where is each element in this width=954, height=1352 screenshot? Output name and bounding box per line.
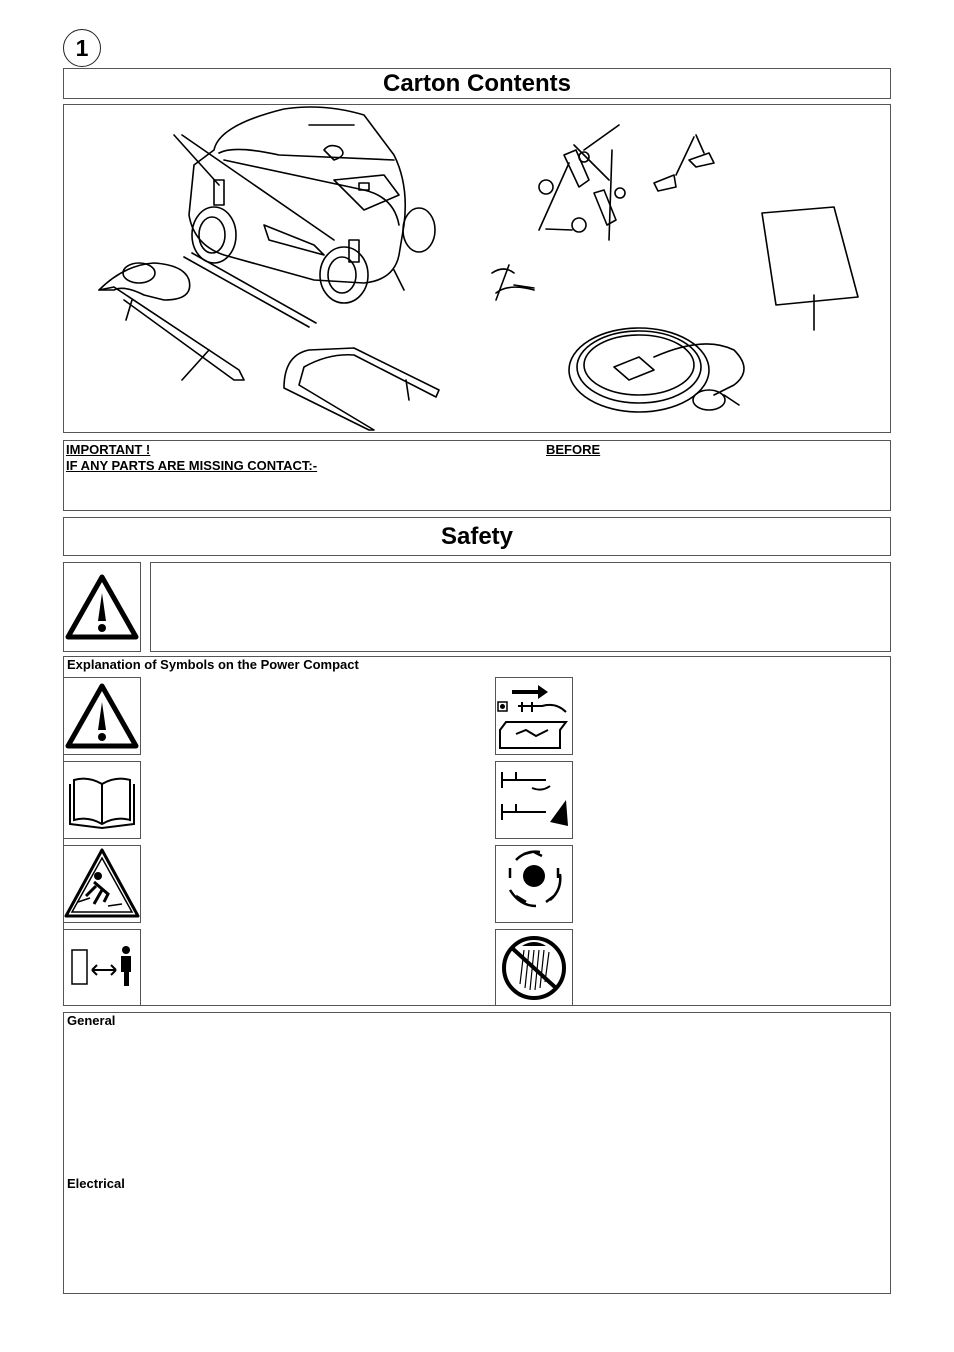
symbols-title: Explanation of Symbols on the Power Compact [67, 657, 359, 672]
symbol-thrown-objects-box [63, 845, 141, 923]
page-number-badge [63, 29, 101, 67]
symbol-height-adjust-box [495, 761, 573, 839]
warning-triangle-icon [64, 678, 140, 754]
safety-header [63, 517, 891, 556]
symbol-keep-distance-box [63, 929, 141, 1006]
height-adjust-icon [496, 762, 572, 838]
general-title: General [67, 1013, 116, 1028]
safety-warning-icon-box [63, 562, 141, 652]
symbol-manual-box [63, 761, 141, 839]
important-notice-box [63, 440, 891, 511]
rotating-blade-icon [496, 846, 572, 922]
important-label: IMPORTANT ! [66, 442, 151, 457]
symbol-unplug-box [495, 677, 573, 755]
thrown-objects-warning-icon [64, 846, 140, 922]
warning-triangle-icon [64, 563, 140, 651]
carton-contents-illustration [64, 105, 890, 432]
electrical-title: Electrical [67, 1176, 125, 1191]
symbol-warning-box [63, 677, 141, 755]
symbol-no-rain-box [495, 929, 573, 1006]
read-manual-icon [64, 762, 140, 838]
no-rain-icon [496, 930, 572, 1005]
general-electrical-section [63, 1012, 891, 1294]
keep-distance-icon [64, 930, 140, 1005]
safety-warning-text-box [150, 562, 891, 652]
missing-parts-label: IF ANY PARTS ARE MISSING CONTACT:- [66, 458, 318, 473]
carton-contents-header [63, 68, 891, 99]
carton-contents-title: Carton Contents [383, 69, 571, 97]
symbols-section [63, 656, 891, 1006]
page-number: 1 [75, 34, 89, 61]
safety-title: Safety [440, 522, 514, 550]
carton-illustration-panel [63, 104, 891, 433]
unplug-before-maintenance-icon [496, 678, 572, 754]
symbol-blade-box [495, 845, 573, 923]
before-label: BEFORE [546, 442, 601, 457]
